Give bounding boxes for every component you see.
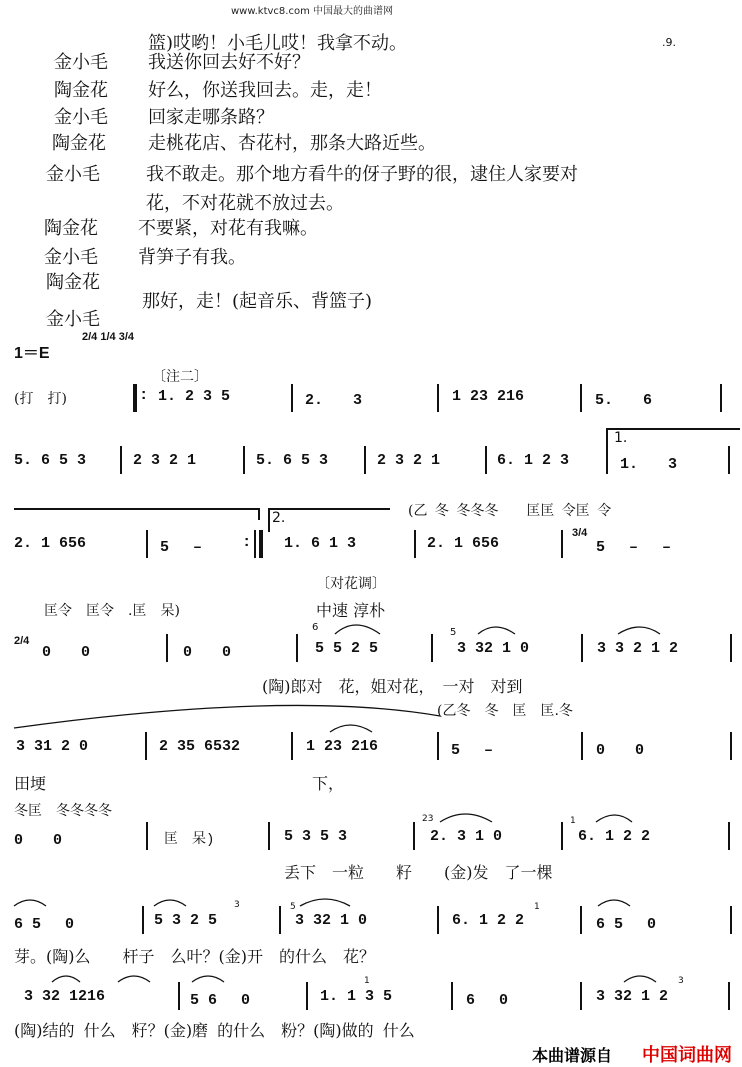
- measure: 3 32 1 0: [295, 912, 368, 929]
- percussion-text: (打 打): [14, 391, 67, 407]
- footer-site-name: 中国词曲网: [642, 1045, 732, 1065]
- measure: 2. 1 656: [14, 535, 87, 552]
- key-signature: 1＝E: [14, 345, 50, 362]
- measure: 0 0: [42, 644, 91, 661]
- measure: 1. 2 3 5: [158, 388, 231, 405]
- speaker-name: 金小毛: [44, 247, 98, 268]
- site-header: www.ktvc8.com 中国最大的曲谱网: [231, 6, 394, 17]
- dialogue-line: 篮)哎哟！小毛儿哎！我拿不动。: [148, 33, 408, 54]
- slur: [335, 625, 380, 634]
- measure: 2. 3 1 0: [430, 828, 503, 845]
- page-number: .9.: [662, 36, 676, 49]
- measure: 2. 3: [305, 392, 363, 409]
- measure: 5 3 2 5: [154, 912, 218, 929]
- speaker-name: 陶金花: [54, 80, 108, 101]
- measure: 匡 呆): [164, 832, 215, 848]
- measure: 2 35 6532: [159, 738, 241, 755]
- slur: [330, 725, 372, 732]
- annotation-note: 〔注二〕: [152, 369, 208, 385]
- measure: 5 – –: [596, 539, 672, 556]
- dialogue-line: 花，不对花就不放过去。: [146, 193, 344, 214]
- slur: [192, 976, 224, 982]
- lyric-line: 下，: [312, 774, 345, 793]
- measure: 3 32 1 0: [457, 640, 530, 657]
- dialogue-line: 走桃花店、杏花村，那条大路近些。: [148, 133, 436, 154]
- slur: [154, 900, 186, 906]
- measure: 5 5 2 5: [315, 640, 379, 657]
- meter-change: 2/4: [14, 635, 30, 647]
- measure: 5 –: [451, 742, 494, 759]
- dialogue-line: 我送你回去好不好？: [148, 52, 310, 73]
- grace-note: 5: [290, 902, 296, 912]
- measure: 0 0: [14, 832, 63, 849]
- percussion-text: 冬匡 冬冬冬冬: [14, 803, 112, 819]
- percussion-text: (乙 冬 冬冬冬 匡匡 令匡 令: [408, 503, 612, 519]
- dialogue-line: 回家走哪条路？: [148, 107, 274, 128]
- measure: 1. 1 3 5: [320, 988, 393, 1005]
- measure: 1 23 216: [306, 738, 379, 755]
- dialogue-line: 好么，你送我回去。走，走！: [148, 80, 382, 101]
- measure: 3 32 1216: [24, 988, 106, 1005]
- measure: 2 3 2 1: [133, 452, 197, 469]
- dialogue-line: 背笋子有我。: [138, 247, 246, 268]
- speaker-name: 陶金花: [46, 272, 100, 293]
- slur: [300, 899, 350, 906]
- dialogue-line: 那好，走！(起音乐、背篮子): [142, 291, 373, 312]
- measure: 5. 6: [595, 392, 653, 409]
- lyric-line: 芽。(陶)么 杆子 么叶？(金)开 的什么 花？: [14, 947, 375, 966]
- lyric-line: 田埂: [14, 774, 47, 793]
- measure: 6. 1 2 2: [452, 912, 525, 929]
- measure: 6 5 0: [14, 916, 75, 933]
- slur: [14, 900, 46, 906]
- measure: 5 6 0: [190, 992, 251, 1009]
- footer-source-label: 本曲谱源自: [532, 1048, 613, 1065]
- meter: 3/4: [118, 331, 135, 343]
- measure: 0 0: [596, 742, 645, 759]
- grace-note: 1: [534, 902, 540, 912]
- grace-note: 5: [450, 627, 457, 638]
- dialogue-line: 不要紧，对花有我嘛。: [138, 218, 318, 239]
- grace-note: 3: [234, 900, 240, 910]
- grace-note: 1: [364, 976, 370, 986]
- measure: 2. 1 656: [427, 535, 500, 552]
- tune-title: 〔对花调〕: [316, 576, 386, 592]
- meter: 2/4: [82, 331, 98, 343]
- speaker-name: 金小毛: [54, 52, 108, 73]
- measure: 3 32 1 2: [596, 988, 669, 1005]
- speaker-name: 金小毛: [46, 309, 100, 330]
- volta-number: 1.: [614, 430, 628, 446]
- lyric-line: (陶)郎对 花，姐对花， 一对 对到: [262, 677, 523, 696]
- meter-change: 3/4: [572, 527, 588, 539]
- slur: [618, 627, 660, 634]
- percussion-text: (乙冬 冬 匡 匡.冬: [437, 703, 573, 719]
- measure: 6 0: [466, 992, 509, 1009]
- slur: [624, 976, 656, 982]
- grace-note: 6: [312, 622, 319, 633]
- repeat-dots: :: [141, 386, 147, 403]
- repeat-dots: :: [244, 533, 250, 550]
- speaker-name: 金小毛: [46, 164, 100, 185]
- speaker-name: 金小毛: [54, 107, 108, 128]
- speaker-name: 陶金花: [52, 133, 106, 154]
- volta-number: 2.: [272, 510, 286, 526]
- measure: 3 3 2 1 2: [597, 640, 679, 657]
- measure: 6. 1 2 3: [497, 452, 570, 469]
- speaker-name: 陶金花: [44, 218, 98, 239]
- slur: [596, 815, 632, 822]
- slur: [52, 976, 80, 982]
- dialogue-line: 我不敢走。那个地方看牛的伢子野的很，逮住人家要对: [146, 164, 578, 185]
- lyric-line: 丢下 一粒 籽 (金)发 了一棵: [284, 863, 553, 882]
- measure: 1 23 216: [452, 388, 525, 405]
- lyric-line: (陶)结的 什么 籽？(金)磨 的什么 粉？(陶)做的 什么: [14, 1021, 415, 1040]
- grace-note: 1: [570, 816, 576, 826]
- slur: [118, 976, 150, 982]
- grace-note: 3: [678, 976, 684, 986]
- measure: 5. 6 5 3: [256, 452, 329, 469]
- measure: 5 3 5 3: [284, 828, 348, 845]
- percussion-text: 匡令 匡令 .匡 呆): [44, 603, 180, 619]
- measure: 3 31 2 0: [16, 738, 89, 755]
- measure: 0 0: [183, 644, 232, 661]
- measure: 2 3 2 1: [377, 452, 441, 469]
- measure: 1. 3: [620, 456, 678, 473]
- slur: [440, 814, 492, 822]
- measure: 1. 6 1 3: [284, 535, 357, 552]
- measure: 5 –: [160, 539, 203, 556]
- tempo-marking: 中速 淳朴: [316, 601, 386, 620]
- measure: 5. 6 5 3: [14, 452, 87, 469]
- measure: 6 5 0: [596, 916, 657, 933]
- slur: [478, 627, 515, 634]
- meter: 1/4: [100, 331, 116, 343]
- slur: [598, 900, 630, 906]
- grace-note: 23: [422, 814, 434, 824]
- long-slur: [14, 705, 440, 728]
- measure: 6. 1 2 2: [578, 828, 651, 845]
